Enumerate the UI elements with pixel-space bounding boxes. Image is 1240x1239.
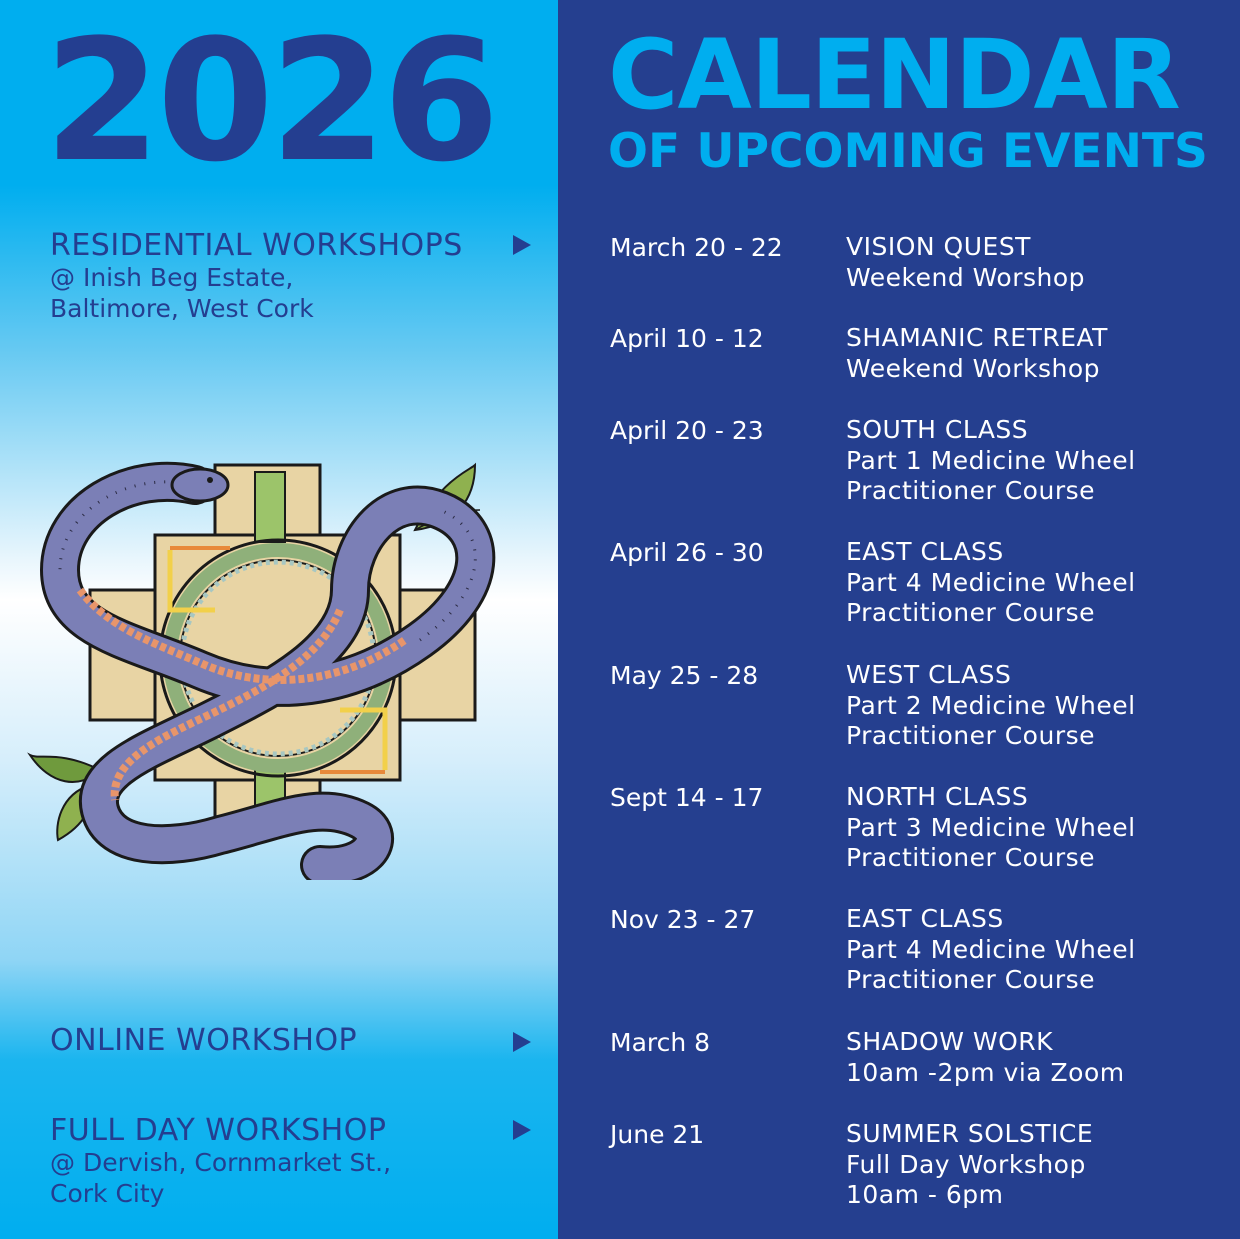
event-detail: Part 1 Medicine Wheel bbox=[846, 445, 1136, 475]
event-description bbox=[846, 660, 1226, 752]
serpent-medicine-wheel-icon bbox=[20, 440, 520, 880]
category-online bbox=[50, 1025, 540, 1057]
event-title: SOUTH CLASS bbox=[846, 415, 1029, 444]
event-title: SUMMER SOLSTICE bbox=[846, 1119, 1094, 1148]
event-detail: Practitioner Course bbox=[846, 721, 1096, 750]
event-description bbox=[846, 904, 1226, 996]
event-date: March 20 - 22 bbox=[610, 233, 783, 262]
event-title: WEST CLASS bbox=[846, 660, 1012, 689]
event-detail: Part 4 Medicine Wheel bbox=[846, 934, 1136, 964]
play-arrow-icon bbox=[513, 235, 531, 255]
event-description bbox=[846, 323, 1226, 384]
event-description bbox=[846, 782, 1226, 874]
event-date: Sept 14 - 17 bbox=[610, 783, 764, 812]
event-date: Nov 23 - 27 bbox=[610, 905, 756, 934]
event-detail: 10am -2pm via Zoom bbox=[846, 1057, 1125, 1087]
event-description bbox=[846, 232, 1226, 293]
play-arrow-icon bbox=[513, 1032, 531, 1052]
event-title: SHAMANIC RETREAT bbox=[846, 323, 1108, 352]
category-full-day bbox=[50, 1115, 540, 1209]
event-detail: Weekend Workshop bbox=[846, 353, 1100, 383]
calendar-subtitle: OF UPCOMING EVENTS bbox=[608, 124, 1208, 179]
play-arrow-icon bbox=[513, 1120, 531, 1140]
event-title: VISION QUEST bbox=[846, 232, 1031, 261]
event-description bbox=[846, 415, 1226, 507]
category-title: ONLINE WORKSHOP bbox=[50, 1023, 358, 1058]
event-detail: Practitioner Course bbox=[846, 843, 1096, 872]
event-detail: Part 3 Medicine Wheel bbox=[846, 812, 1136, 842]
event-title: EAST CLASS bbox=[846, 904, 1004, 933]
category-location: @ Inish Beg Estate, bbox=[50, 263, 294, 292]
event-date: April 20 - 23 bbox=[610, 416, 764, 445]
category-location: @ Dervish, Cornmarket St., bbox=[50, 1148, 392, 1177]
event-date: May 25 - 28 bbox=[610, 661, 759, 690]
event-detail: Practitioner Course bbox=[846, 476, 1096, 505]
category-residential bbox=[50, 230, 540, 324]
event-date: June 21 bbox=[610, 1120, 705, 1149]
event-description bbox=[846, 537, 1226, 629]
event-detail: Weekend Worshop bbox=[846, 262, 1086, 292]
event-detail: Part 4 Medicine Wheel bbox=[846, 567, 1136, 597]
event-description bbox=[846, 1119, 1226, 1211]
category-title: RESIDENTIAL WORKSHOPS bbox=[50, 228, 463, 263]
category-location: Cork City bbox=[50, 1179, 165, 1208]
event-date: April 10 - 12 bbox=[610, 324, 764, 353]
event-date: March 8 bbox=[610, 1028, 711, 1057]
event-title: NORTH CLASS bbox=[846, 782, 1029, 811]
event-date: April 26 - 30 bbox=[610, 538, 764, 567]
event-detail: Full Day Workshop bbox=[846, 1149, 1086, 1179]
category-location: Baltimore, West Cork bbox=[50, 294, 314, 323]
year-heading: 2026 bbox=[44, 3, 496, 199]
category-title: FULL DAY WORKSHOP bbox=[50, 1113, 387, 1148]
event-detail: 10am - 6pm bbox=[846, 1180, 1004, 1209]
event-detail: Part 2 Medicine Wheel bbox=[846, 690, 1136, 720]
event-detail: Practitioner Course bbox=[846, 965, 1096, 994]
calendar-title: CALENDAR bbox=[608, 19, 1180, 131]
event-title: EAST CLASS bbox=[846, 537, 1004, 566]
event-detail: Practitioner Course bbox=[846, 598, 1096, 627]
event-description bbox=[846, 1027, 1226, 1088]
event-title: SHADOW WORK bbox=[846, 1027, 1054, 1056]
